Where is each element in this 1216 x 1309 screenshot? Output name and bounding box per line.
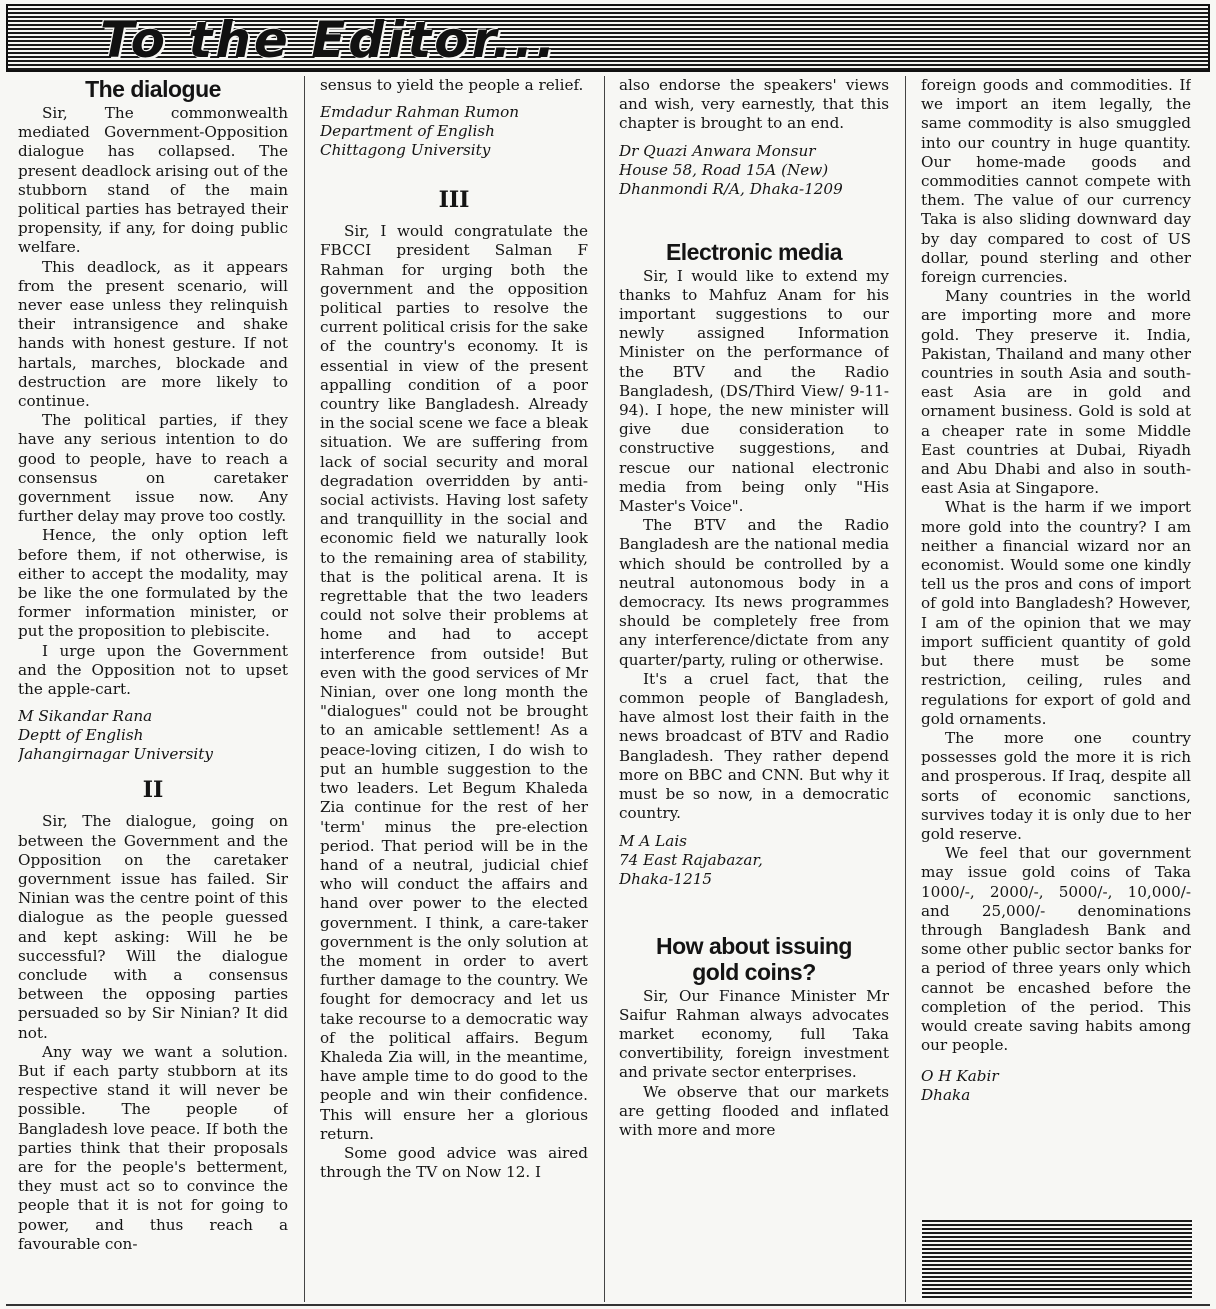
signature-block: [619, 832, 889, 889]
section-numeral: III: [438, 187, 470, 214]
letter-paragraph: Sir, I would congratulate the FBCCI president Salman F Rahman for urging both the government and the opposition political parties to resolve the current political crisis for the sake of the country's economy. It is essential in view of the present appalling condition of a poor country like Bangladesh. Already in the social scene we face a bleak situation. We are suffering from lack of social security and moral degradation overridden by anti-social activists. Having lost safety and tranquillity in the social and economic field we naturally look to the remaining area of stability, that is the political arena. It is regrettable that the two leaders could not solve their problems at home and had to accept interference from outside! But even with the good services of Mr Ninian, over one long month the "dialogues" could not be brought to an amicable settlement! As a peace-loving citizen, I do wish to put an humble suggestion to the two leaders. Let Begum Khaleda Zia continue for the rest of her 'term' minus the pre-election period. That period will be in the hand of a neutral, judicial chief who will conduct the affairs and hand over power to the elected government. I think, a care-taker government is the only solution at the moment in order to avert further damage to the country. We fought for democracy and let us take recourse to a democratic way of the political affairs. Begum Khaleda Zia will, in the meantime, have ample time to do good to the people and win their confidence. This will ensure her a glorious return.: [320, 222, 588, 1143]
signature-line: Dhaka-1215: [619, 869, 713, 888]
signature-name: Dr Quazi Anwara Monsur: [619, 141, 816, 160]
signature-block: [619, 142, 889, 199]
letter-paragraph: Sir, I would like to extend my thanks to Mahfuz Anam for his important suggestions to our newly assigned Information Minister on the performance of the BTV and the Radio Bangladesh, (DS/Third View/ 9-11-94). I hope, the new minister will give due consideration to constructive suggestions, and rescue our national electronic media from being only "His Master's Voice".: [619, 266, 889, 516]
signature-line: Department of English: [320, 122, 495, 141]
signature-line: Jahangirnagar University: [18, 745, 213, 764]
letter-paragraph: The political parties, if they have any serious intention to do good to people, have to reach a consensus on caretaker government issue now. Any further delay may prove too costly.: [18, 411, 288, 526]
signature-line: 74 East Rajabazar,: [619, 850, 763, 869]
signature-line: Deptt of English: [18, 726, 144, 745]
headline-line: How about issuing: [656, 932, 852, 959]
signature-line: Dhanmondi R/A, Dhaka-1209: [619, 179, 843, 198]
bottom-rule: [6, 1304, 1210, 1306]
letter-paragraph: Any way we want a solution. But if each party stubborn at its respective stand it will never be possible. The people of Bangladesh love peace. If both the parties think that their proposals are for the people's betterment, they must act so to convince the people that it is not for going to power, and thus reach a favourable con-: [18, 1042, 288, 1253]
column-4: [921, 76, 1191, 1304]
column-rule: [304, 76, 305, 1302]
letter-paragraph: Sir, The dialogue, going on between the Government and the Opposition on the caretaker government issue has failed. Sir Ninian was the centre point of this dialogue as the people guessed and kept asking: Will he be successful? Will the dialogue conclude with a consensus between the opposing parties persuaded so by Sir Ninian? It did not.: [18, 812, 288, 1042]
letter-paragraph: Sir, Our Finance Minister Mr Saifur Rahman always advocates market economy, full Taka convertibility, foreign investment and private sector enterprises.: [619, 986, 889, 1082]
letter-paragraph: This deadlock, as it appears from the present scenario, will never ease unless they relinquish their intransigence and shake hands with honest gesture. If not hartals, marches, blockade and destruction are more likely to continue.: [18, 257, 288, 411]
signature-line: House 58, Road 15A (New): [619, 160, 829, 179]
headline-the-dialogue: The dialogue: [85, 76, 221, 102]
column-3: [619, 76, 889, 1304]
column-rule: [905, 76, 906, 1302]
signature-name: Emdadur Rahman Rumon: [320, 103, 520, 122]
letter-paragraph: Some good advice was aired through the TV on Now 12. I: [320, 1143, 588, 1182]
signature-line: Dhaka: [921, 1086, 971, 1105]
letter-paragraph: What is the harm if we import more gold into the country? I am neither a financial wizard nor an economist. Would some one kindly tell us the pros and cons of import of gold into Bangladesh? However, I am of the opinion that we may import sufficient quantity of gold but there must be some restriction, ceiling, rules and regulations for export of gold and gold ornaments.: [921, 498, 1191, 728]
signature-name: O H Kabir: [921, 1067, 999, 1086]
letter-paragraph: We observe that our markets are getting flooded and inflated with more and more: [619, 1082, 889, 1139]
letter-paragraph: It's a cruel fact, that the common people of Bangladesh, have almost lost their faith in the news broadcast of BTV and Radio Bangladesh. They rather depend more on BBC and CNN. But why it must be so now, in a democratic country.: [619, 669, 889, 823]
section-title: To the Editor...: [100, 11, 559, 69]
headline-gold-coins: [619, 933, 889, 985]
column-rule: [604, 76, 605, 1302]
letter-paragraph: also endorse the speakers' views and wish, very earnestly, that this chapter is brought to an end.: [619, 76, 889, 133]
signature-block: [18, 707, 288, 764]
letter-paragraph: We feel that our government may issue gold coins of Taka 1000/-, 2000/-, 5000/-, 10,000/- and 25,000/- denominations through Bangladesh Bank and some other public sector banks for a period of three years only which cannot be encashed before the completion of the period. This would create saving habits among our people.: [921, 844, 1191, 1055]
letter-paragraph: Hence, the only option left before them, if not otherwise, is either to accept the modality, may be like the one formulated by the former information minister, or put the proposition to plebiscite.: [18, 526, 288, 641]
signature-line: Chittagong University: [320, 141, 491, 160]
section-numeral: II: [142, 777, 164, 804]
signature-block: [320, 103, 588, 160]
column-1: [18, 76, 288, 1304]
decorative-rule-block: [922, 1218, 1192, 1298]
signature-name: M A Lais: [619, 831, 687, 850]
letter-paragraph: Many countries in the world are importing more and more gold. They preserve it. India, Pakistan, Thailand and many other countries in south Asia and south-east Asia are in gold and ornament business. Gold is sold at a cheaper rate in some Middle East countries at Dubai, Riyadh and Abu Dhabi and also in south-east Asia at Singapore.: [921, 287, 1191, 498]
headline-line: gold coins?: [692, 958, 816, 985]
letter-paragraph: sensus to yield the people a relief.: [320, 76, 584, 94]
masthead-banner: [6, 4, 1210, 72]
letter-paragraph: The more one country possesses gold the more it is rich and prosperous. If Iraq, despite all sorts of economic sanctions, survives today it is only due to her gold reserve.: [921, 728, 1191, 843]
letter-paragraph: I urge upon the Government and the Opposition not to upset the apple-cart.: [18, 641, 288, 699]
signature-block: [921, 1067, 1191, 1105]
signature-name: M Sikandar Rana: [18, 707, 153, 726]
letter-paragraph: Sir, The commonwealth mediated Government-Opposition dialogue has collapsed. The present deadlock arising out of the stubborn stand of the main political parties has betrayed their propensity, if any, for doing public welfare.: [18, 104, 288, 257]
column-2: [320, 76, 588, 1304]
letter-paragraph: The BTV and the Radio Bangladesh are the national media which should be controlled by a neutral autonomous body in a democracy. Its news programmes should be completely free from any interference/dictate from any quarter/party, ruling or otherwise.: [619, 516, 889, 669]
headline-electronic-media: Electronic media: [665, 238, 843, 265]
letter-paragraph: foreign goods and commodities. If we import an item legally, the same commodity is also smuggled into our country in huge quantity. Our home-made goods and commodities cannot compete with them. The value of our currency Taka is also sliding downward day by day compared to cost of US dollar, pound sterling and other foreign currencies.: [921, 76, 1191, 287]
